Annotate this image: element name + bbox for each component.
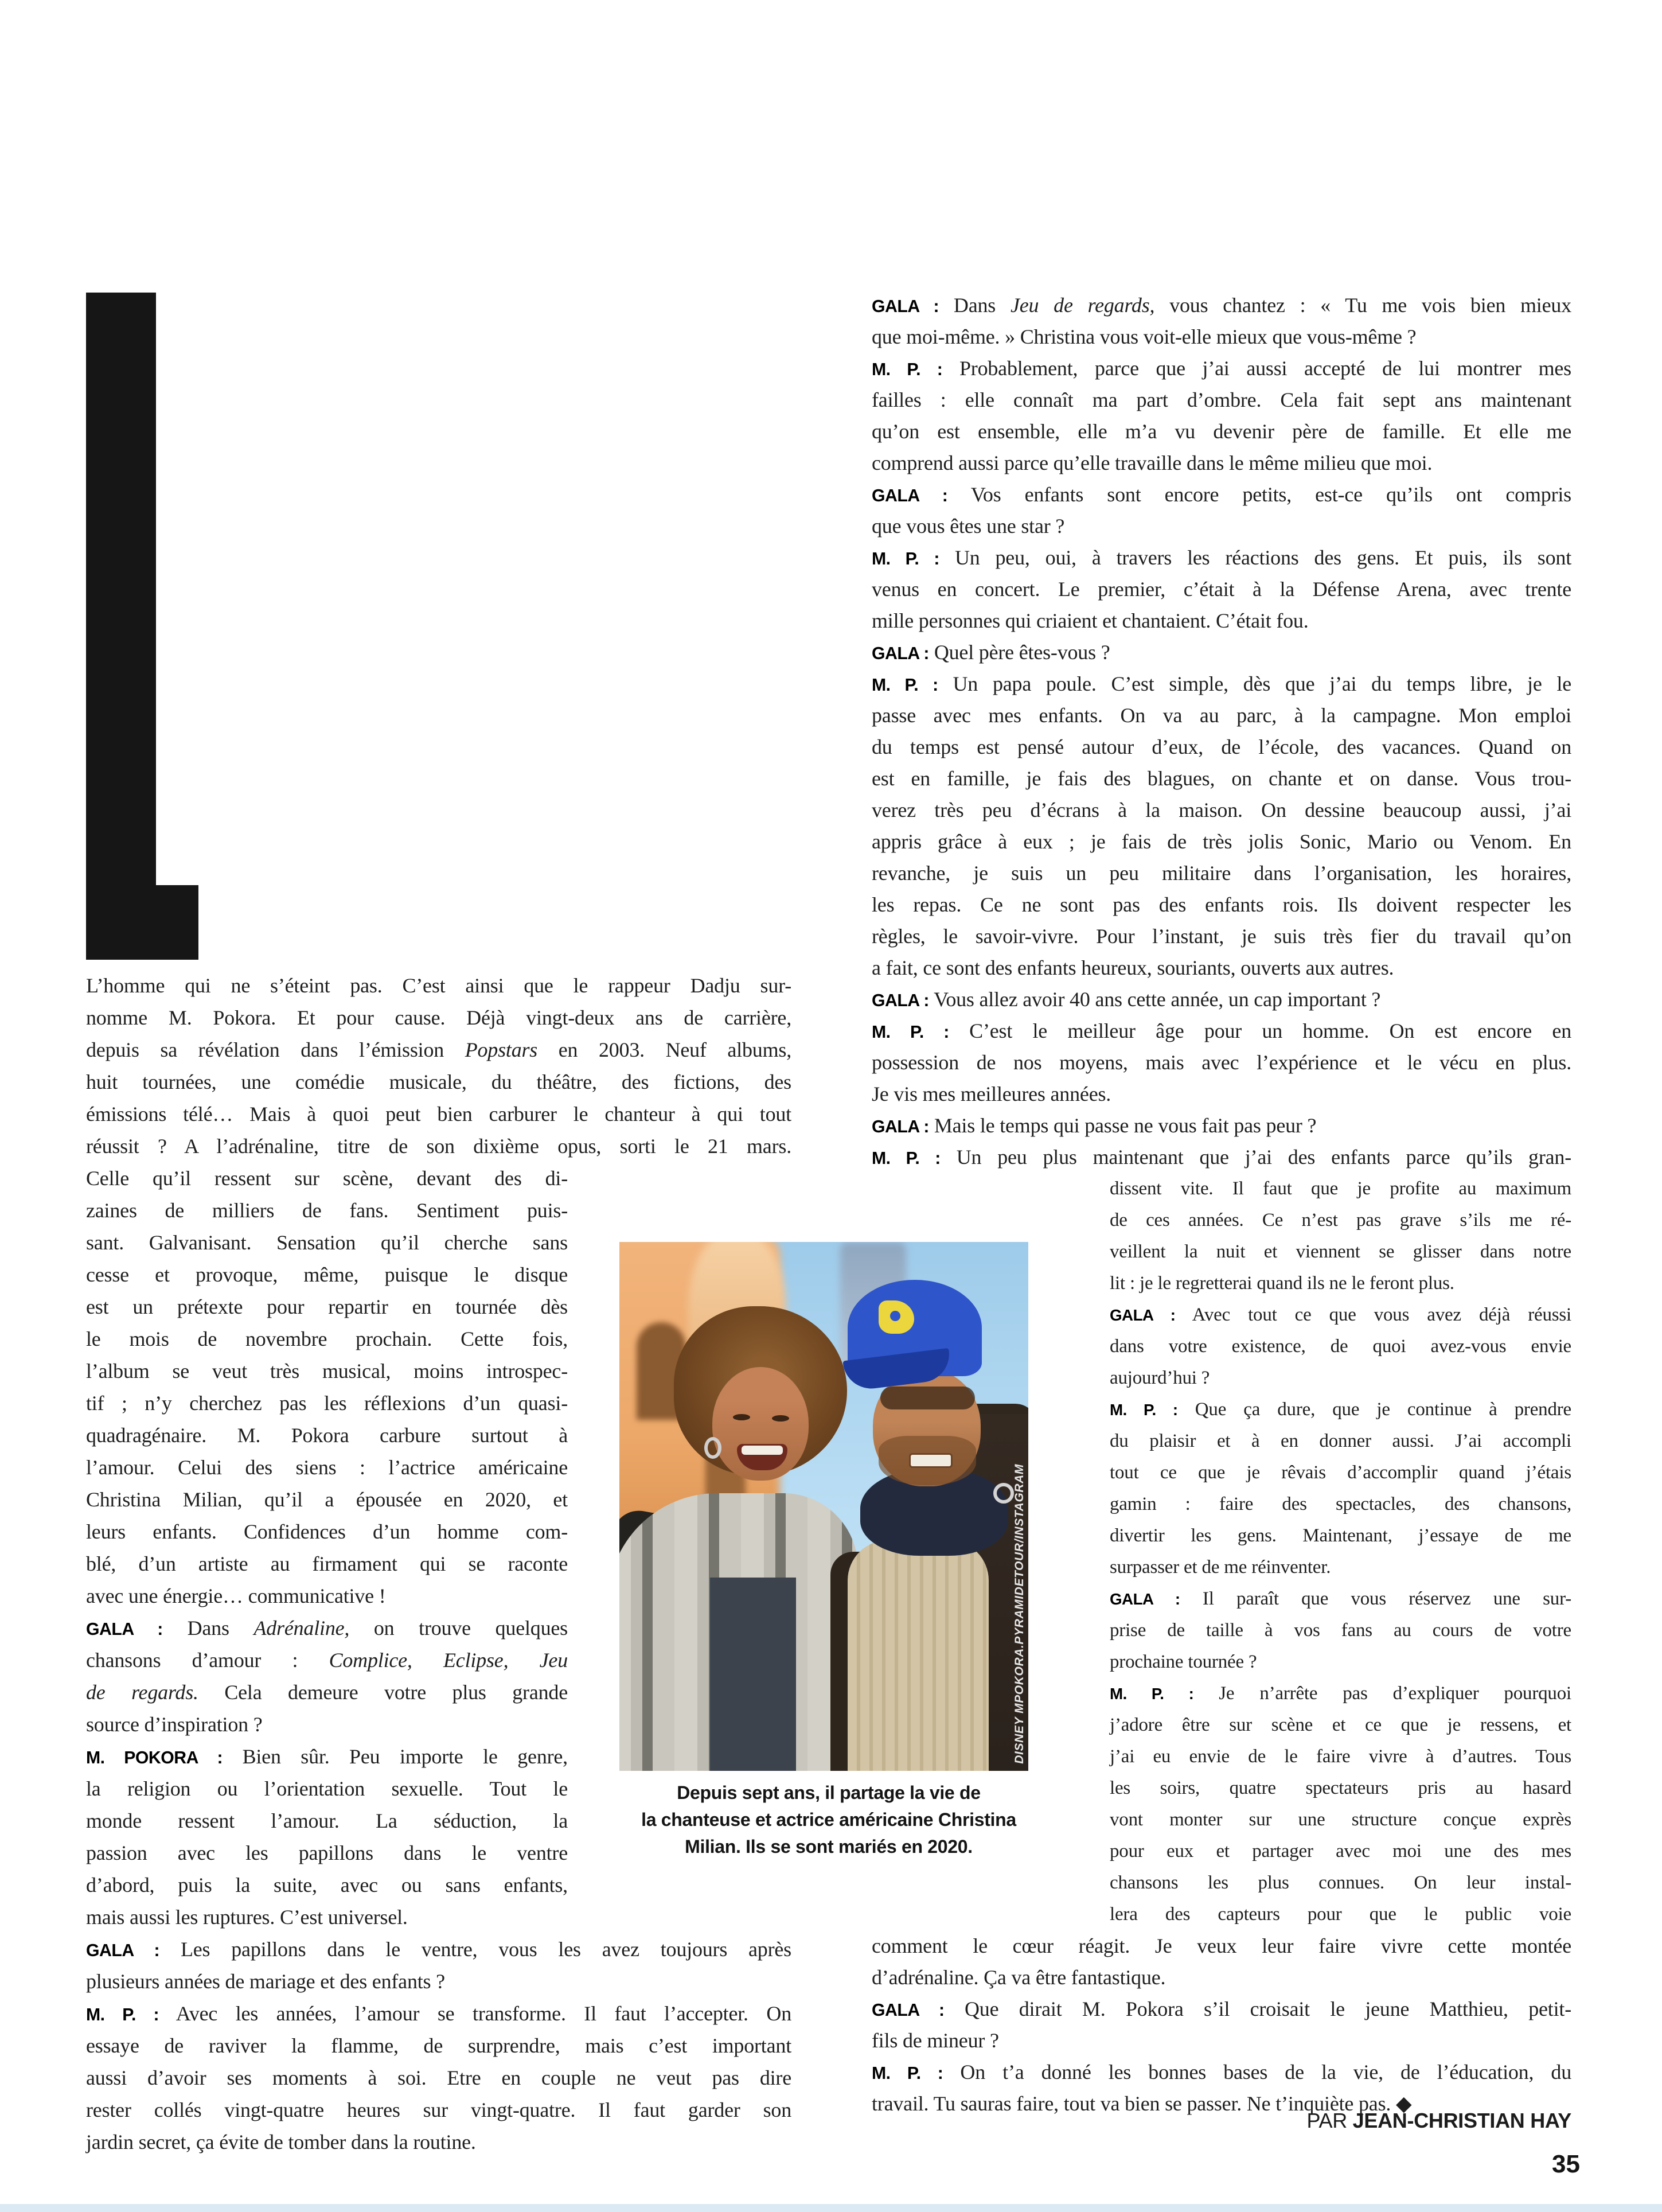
text-run: Probablement, parce que j’ai aussi accepté de lui montrer mes (942, 357, 1571, 380)
text-line (1110, 1773, 1571, 1804)
text-run: depuis sa révélation dans l’émission (86, 1038, 465, 1061)
text-run: mais aussi les ruptures. C’est universel. (86, 1906, 408, 1929)
text-run: blé, d’un artiste au firmament qui se raconte (86, 1552, 568, 1575)
text-line (872, 290, 1571, 321)
text-run: vous chantez : « Tu me vois bien mieux (1154, 294, 1571, 317)
text-line (872, 1930, 1571, 1962)
text-line (1110, 1583, 1571, 1615)
text-line (872, 921, 1571, 952)
byline (872, 2109, 1571, 2133)
drop-cap-letter (0, 0, 1, 1)
text-run: veillent la nuit et viennent se glisser dans notre (1110, 1241, 1571, 1262)
text-run: pour eux et partager avec moi une des mes (1110, 1841, 1571, 1861)
text-line (872, 2057, 1571, 2088)
drop-cap-foot (86, 885, 198, 960)
text-run: d’abord, puis la suite, avec ou sans enfants, (86, 1874, 568, 1896)
text-run: Il paraît que vous réservez une sur- (1180, 1588, 1571, 1609)
text-run: les soirs, quatre spectateurs pris au hasard (1110, 1778, 1571, 1798)
text-line (86, 1676, 568, 1708)
text-line (872, 574, 1571, 605)
text-line (1110, 1362, 1571, 1394)
text-line (872, 416, 1571, 447)
text-line (1110, 1615, 1571, 1646)
text-line (86, 1419, 568, 1451)
text-line (872, 952, 1571, 984)
man-smile (909, 1453, 953, 1468)
text-line (86, 1516, 568, 1548)
text-line (872, 889, 1571, 921)
text-line (86, 1098, 791, 1130)
text-run: L’homme qui ne s’éteint pas. C’est ainsi que le rappeur Dadju sur- (86, 974, 791, 997)
text-run: plusieurs années de mariage et des enfants ? (86, 1970, 445, 1993)
text-line (86, 1226, 568, 1259)
text-line (872, 637, 1571, 668)
text-run: cesse et provoque, même, puisque le disque (86, 1263, 568, 1286)
text-run: on trouve quelques (349, 1617, 568, 1639)
text-line (1110, 1426, 1571, 1457)
text-run: chansons d’amour : (86, 1649, 329, 1672)
text-run: la religion ou l’orientation sexuelle. Tout le (86, 1777, 568, 1800)
text-run: chansons les plus connues. On leur instal- (1110, 1872, 1571, 1893)
text-run: l’album se veut très musical, moins introspec- (86, 1360, 568, 1382)
text-line (86, 1355, 568, 1387)
text-line (86, 1451, 568, 1483)
speaker-tag: GALA : (872, 2001, 945, 2020)
left-column-bottom (86, 1933, 791, 2158)
text-run: Cela demeure votre plus grande (198, 1681, 568, 1704)
byline-name: JEAN-CHRISTIAN HAY (1352, 2109, 1571, 2132)
woman-top (710, 1578, 796, 1771)
text-line (872, 1015, 1571, 1047)
text-line (872, 1110, 1571, 1142)
text-line (1110, 1173, 1571, 1205)
text-run: Un peu, oui, à travers les réactions des gens. Et puis, ils sont (939, 546, 1571, 569)
text-line (86, 1323, 568, 1355)
text-line (1110, 1520, 1571, 1552)
speaker-tag: M. P. : (1110, 1685, 1194, 1703)
bottom-edge-strip (0, 2204, 1662, 2212)
speaker-tag: GALA : (86, 1620, 163, 1639)
text-run: tout ce que je rêvais d’accomplir quand j’étais (1110, 1462, 1571, 1483)
text-run: Dans (939, 294, 1011, 317)
text-run: comment le cœur réagit. Je veux leur faire vivre cette montée (872, 1934, 1571, 1957)
speaker-tag: GALA : (872, 1117, 930, 1136)
text-run: aujourd’hui ? (1110, 1368, 1210, 1388)
text-line (86, 1066, 791, 1098)
text-run: Un peu plus maintenant que j’ai des enfants parce qu’ils gran- (940, 1146, 1572, 1169)
text-run: monde ressent l’amour. La séduction, la (86, 1809, 568, 1832)
text-run: prochaine tournée ? (1110, 1652, 1257, 1672)
text-line (1110, 1205, 1571, 1236)
text-run: Jeu de regards, (1010, 294, 1155, 317)
byline-prefix: PAR (1306, 2109, 1353, 2132)
text-line (86, 1965, 791, 1997)
text-line (86, 1612, 568, 1644)
photo-credit: DISNEY MPOKORA.PYRAMIDETOUR/INSTAGRAM (1013, 1464, 1026, 1764)
text-run: est en famille, je fais des blagues, on chante et on danse. Vous trou- (872, 767, 1571, 790)
text-line (86, 1130, 791, 1162)
left-column-narrow (86, 1162, 568, 1933)
woman-earring (704, 1437, 721, 1459)
text-line (86, 1002, 791, 1034)
text-line (86, 2094, 791, 2126)
text-line (86, 1773, 568, 1805)
speaker-tag: M. P. : (872, 360, 943, 379)
text-run: passion avec les papillons dans le ventre (86, 1841, 568, 1864)
text-line (86, 1194, 568, 1226)
text-line (872, 826, 1571, 858)
text-run: venus en concert. Le premier, c’était à la Défense Arena, avec trente (872, 578, 1571, 601)
text-run: revanche, je suis un peu militaire dans l’organisation, les horaires, (872, 862, 1571, 885)
text-run: avec une énergie… communicative ! (86, 1584, 386, 1607)
text-line (86, 2126, 791, 2158)
speaker-tag: GALA : (86, 1941, 160, 1960)
text-line (86, 1034, 791, 1066)
text-line (1110, 1299, 1571, 1331)
text-run: les repas. Ce ne sont pas des enfants rois. Ils doivent respecter les (872, 893, 1571, 916)
text-line (872, 668, 1571, 700)
text-run: comprend aussi parce qu’elle travaille dans le même milieu que moi. (872, 451, 1433, 474)
text-run: travail. Tu sauras faire, tout va bien se passer. Ne t’inquiète pas. ◆ (872, 2092, 1412, 2115)
text-run: Bien sûr. Peu importe le genre, (223, 1745, 568, 1768)
text-line (86, 1259, 568, 1291)
text-run: règles, le savoir-vivre. Pour l’instant, je suis très fier du travail qu’on (872, 925, 1571, 948)
text-run: lera des capteurs pour que le public voie (1110, 1904, 1571, 1925)
text-run: Je n’arrête pas d’expliquer pourquoi (1193, 1683, 1571, 1704)
text-line (872, 731, 1571, 763)
text-line (1110, 1552, 1571, 1583)
speaker-tag: M. P. : (872, 2064, 943, 2083)
woman-teeth (742, 1446, 783, 1455)
right-column-top (872, 290, 1571, 1173)
text-line (86, 1644, 568, 1676)
text-run: Quel père êtes-vous ? (929, 641, 1110, 664)
text-run: gamin : faire des spectacles, des chansons, (1110, 1494, 1571, 1514)
text-run: j’adore être sur scène et ce que je ressens, et (1110, 1715, 1571, 1735)
text-line (86, 1162, 568, 1194)
text-line (872, 1078, 1571, 1110)
text-line (86, 1901, 568, 1933)
text-run: Les papillons dans le ventre, vous les avez toujours après (159, 1938, 791, 1961)
text-run: est un prétexte pour repartir en tournée dès (86, 1295, 568, 1318)
text-line (872, 542, 1571, 574)
text-run: essaye de raviver la flamme, de surprendre, mais c’est important (86, 2034, 791, 2057)
text-line (872, 858, 1571, 889)
text-line (872, 605, 1571, 637)
text-line (872, 795, 1571, 826)
text-run: lit : je le regretterai quand ils ne le feront plus. (1110, 1273, 1454, 1294)
text-run: Vous allez avoir 40 ans cette année, un cap important ? (929, 988, 1381, 1011)
caption-line: Milian. Ils se sont mariés en 2020. (685, 1836, 973, 1857)
speaker-tag: M. P. : (872, 1023, 949, 1042)
right-column-bottom (872, 1930, 1571, 2120)
speaker-tag: M. P. : (1110, 1401, 1178, 1419)
text-run: Avec les années, l’amour se transforme. Il faut l’accepter. On (159, 2002, 791, 2025)
man-eyes-shadow (880, 1387, 975, 1409)
text-line (1110, 1236, 1571, 1268)
text-run: leurs enfants. Confidences d’un homme com- (86, 1520, 568, 1543)
text-run: Mais le temps qui passe ne vous fait pas peur ? (929, 1114, 1317, 1137)
text-run: possession de nos moyens, mais avec l’expérience et le vécu en plus. (872, 1051, 1571, 1074)
text-line (1110, 1867, 1571, 1899)
text-run: Celle qu’il ressent sur scène, devant des di- (86, 1167, 568, 1190)
text-line (872, 984, 1571, 1015)
speaker-tag: M. POKORA : (86, 1748, 223, 1767)
text-run: l’amour. Celui des siens : l’actrice américaine (86, 1456, 568, 1479)
text-run: prise de taille à vos fans au cours de votre (1110, 1620, 1571, 1641)
text-run: huit tournées, une comédie musicale, du théâtre, des fictions, des (86, 1070, 791, 1093)
text-run: C’est le meilleur âge pour un homme. On est encore en (949, 1019, 1571, 1042)
text-run: sant. Galvanisant. Sensation qu’il cherche sans (86, 1231, 568, 1254)
text-run: Christina Milian, qu’il a épousée en 2020, et (86, 1488, 568, 1511)
text-line (872, 2025, 1571, 2057)
text-line (1110, 1268, 1571, 1299)
text-run: du temps est pensé autour d’eux, de l’école, des vacances. Quand on (872, 735, 1571, 758)
text-line (86, 1483, 568, 1516)
text-line (86, 1740, 568, 1773)
text-run: Que dirait M. Pokora s’il croisait le jeune Matthieu, petit- (944, 1997, 1571, 2020)
text-line (86, 1580, 568, 1612)
text-run: jardin secret, ça évite de tomber dans la routine. (86, 2131, 476, 2153)
text-line (1110, 1709, 1571, 1741)
text-run: nomme M. Pokora. Et pour cause. Déjà vingt-deux ans de carrière, (86, 1006, 791, 1029)
text-run: Adrénaline, (253, 1617, 350, 1639)
text-line (1110, 1331, 1571, 1362)
text-line (86, 1708, 568, 1740)
photo-caption (605, 1779, 1052, 1860)
text-run: réussit ? A l’adrénaline, titre de son dixième opus, sorti le 21 mars. (86, 1135, 791, 1158)
text-run: émissions télé… Mais à quoi peut bien carburer le chanteur à qui tout (86, 1103, 791, 1126)
text-line (86, 1805, 568, 1837)
text-run: verez très peu d’écrans à la maison. On dessine beaucoup aussi, j’ai (872, 799, 1571, 821)
text-run: Je vis mes meilleures années. (872, 1082, 1111, 1105)
woman-eye (772, 1415, 789, 1422)
couple-photo (619, 1242, 1028, 1771)
text-run: du plaisir et à en donner aussi. J’ai accompli (1110, 1431, 1571, 1451)
man-sweater (848, 1540, 989, 1771)
text-run: que vous êtes une star ? (872, 515, 1065, 538)
text-run: fils de mineur ? (872, 2029, 999, 2052)
text-line (86, 1387, 568, 1419)
text-run: Avec tout ce que vous avez déjà réussi (1175, 1304, 1571, 1325)
text-run: le mois de novembre prochain. Cette fois, (86, 1327, 568, 1350)
text-line (86, 2030, 791, 2062)
speaker-tag: GALA : (1110, 1306, 1176, 1324)
text-line (872, 353, 1571, 384)
text-line (1110, 1741, 1571, 1773)
speaker-tag: GALA : (872, 297, 939, 316)
text-line (86, 1548, 568, 1580)
speaker-tag: M. P. : (872, 550, 939, 568)
right-column-indented (1110, 1173, 1571, 1930)
text-line (872, 384, 1571, 416)
text-line (1110, 1899, 1571, 1930)
text-run: en 2003. Neuf albums, (537, 1038, 791, 1061)
text-line (872, 447, 1571, 479)
text-line (1110, 1804, 1571, 1836)
text-line (872, 700, 1571, 731)
text-run: Vos enfants sont encore petits, est-ce qu’ils ont compris (947, 483, 1571, 506)
text-run: qu’on est ensemble, elle m’a vu devenir père de famille. Et elle me (872, 420, 1571, 443)
caption-line: Depuis sept ans, il partage la vie de (677, 1782, 981, 1803)
text-run: Dans (162, 1617, 254, 1639)
text-run: de ces années. Ce n’est pas grave s’ils me ré- (1110, 1210, 1571, 1230)
text-run: divertir les gens. Maintenant, j’essaye de me (1110, 1525, 1571, 1546)
text-run: rester collés vingt-quatre heures sur vingt-quatre. Il faut garder son (86, 2098, 791, 2121)
woman-eye (733, 1414, 750, 1420)
text-run: aussi d’avoir ses moments à soi. Etre en couple ne veut pas dire (86, 2066, 791, 2089)
text-line (872, 321, 1571, 353)
text-run: quadragénaire. M. Pokora carbure surtout à (86, 1424, 568, 1447)
text-line (1110, 1836, 1571, 1867)
speaker-tag: GALA : (872, 991, 930, 1010)
text-line (872, 1993, 1571, 2025)
text-run: Popstars (465, 1038, 538, 1061)
text-run: mille personnes qui criaient et chantaient. C’était fou. (872, 609, 1309, 632)
text-run: j’ai eu envie de le faire vivre à d’autres. Tous (1110, 1746, 1571, 1767)
text-run: surpasser et de me réinventer. (1110, 1557, 1331, 1578)
text-run: d’adrénaline. Ça va être fantastique. (872, 1966, 1166, 1989)
text-line (86, 1869, 568, 1901)
cap-logo-dot (890, 1311, 900, 1321)
text-line (872, 479, 1571, 511)
text-run: dans votre existence, de quoi avez-vous envie (1110, 1336, 1571, 1357)
zipper-ring (993, 1483, 1014, 1504)
text-run: On t’a donné les bonnes bases de la vie, de l’éducation, du (943, 2061, 1572, 2084)
speaker-tag: GALA : (1110, 1590, 1180, 1608)
text-line (86, 1997, 791, 2030)
text-run: vont monter sur une structure conçue exprès (1110, 1809, 1571, 1830)
text-line (1110, 1646, 1571, 1678)
speaker-tag: GALA : (872, 486, 948, 505)
text-line (86, 1933, 791, 1965)
left-column-intro (86, 969, 791, 1162)
caption-line: la chanteuse et actrice américaine Christina (641, 1809, 1016, 1830)
text-run: Complice, Eclipse, Jeu (329, 1649, 568, 1672)
text-line (872, 763, 1571, 795)
text-run: zaines de milliers de fans. Sentiment puis- (86, 1199, 568, 1222)
drop-cap (86, 293, 156, 960)
text-run: de regards. (86, 1681, 198, 1704)
text-run: que moi-même. » Christina vous voit-elle mieux que vous-même ? (872, 325, 1417, 348)
speaker-tag: M. P. : (872, 676, 938, 695)
text-line (86, 1837, 568, 1869)
speaker-tag: GALA : (872, 644, 930, 663)
text-line (1110, 1394, 1571, 1426)
text-line (872, 511, 1571, 542)
page-number: 35 (1552, 2150, 1580, 2178)
text-run: Un papa poule. C’est simple, dès que j’ai du temps libre, je le (938, 672, 1572, 695)
text-line (86, 969, 791, 1002)
text-run: passe avec mes enfants. On va au parc, à la campagne. Mon emploi (872, 704, 1571, 727)
text-line (1110, 1489, 1571, 1520)
text-run: dissent vite. Il faut que je profite au maximum (1110, 1178, 1571, 1199)
text-run: tif ; n’y cherchez pas les réflexions d’un quasi- (86, 1392, 568, 1415)
speaker-tag: M. P. : (872, 1149, 941, 1168)
text-line (1110, 1457, 1571, 1489)
text-line (1110, 1678, 1571, 1709)
text-line (86, 2062, 791, 2094)
text-run: a fait, ce sont des enfants heureux, souriants, ouverts aux autres. (872, 956, 1394, 979)
text-line (86, 1291, 568, 1323)
text-run: appris grâce à eux ; je fais de très jolis Sonic, Mario ou Venom. En (872, 830, 1571, 853)
text-line (872, 1142, 1571, 1173)
text-line (872, 1962, 1571, 1993)
text-run: Que ça dure, que je continue à prendre (1177, 1399, 1571, 1420)
text-run: failles : elle connaît ma part d’ombre. Cela fait sept ans maintenant (872, 388, 1571, 411)
text-run: source d’inspiration ? (86, 1713, 263, 1736)
speaker-tag: M. P. : (86, 2005, 159, 2024)
text-line (872, 1047, 1571, 1078)
